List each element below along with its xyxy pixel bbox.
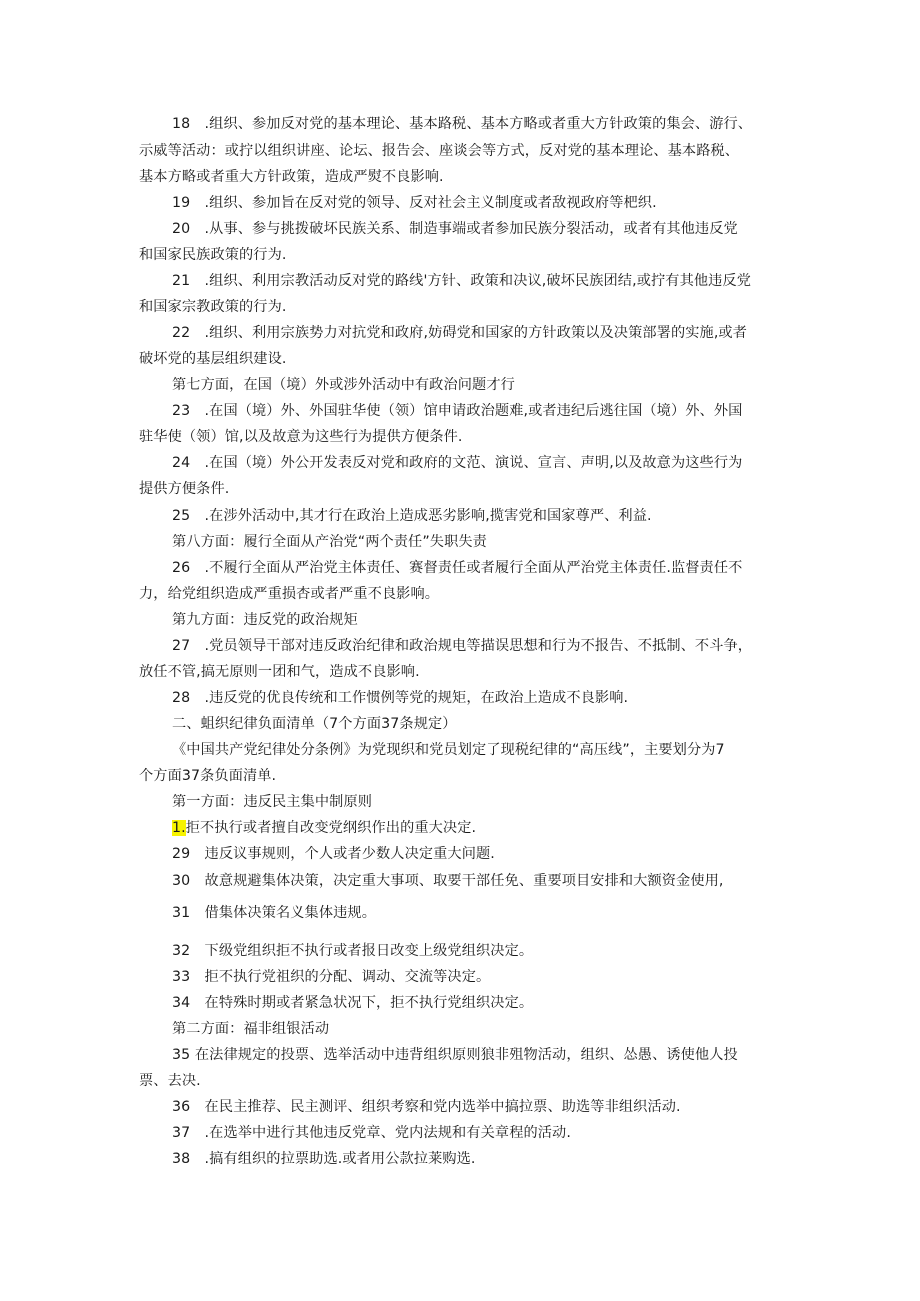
item-37: 37 .在选举中进行其他违反党章、党内法规和有关章程的活动. [172, 1125, 571, 1141]
paragraph-26-line-2: 力，给党组织造成严重损杏或者严重不良影响。 [139, 586, 440, 602]
item-31: 31 借集体决策名义集体违规。 [172, 905, 376, 921]
highlight-mark: 1. [172, 820, 186, 836]
part-2-intro-line-2: 个方面37条负面清单. [139, 768, 277, 784]
paragraph-23-line-1: 23 .在国（境）外、外国驻华使（领）馆申请政治题难,或者违纪后逃往国（境）外、外国 [172, 403, 743, 419]
paragraph-22-line-1: 22 .组织、利用宗族势力对抗党和政府,妨碍党和国家的方针政策以及决策部署的实施,或者 [172, 325, 748, 341]
paragraph-23-line-2: 驻华使（领）馆,以及故意为这些行为提供方便条件. [139, 429, 463, 445]
item-30: 30 故意规避集体决策，决定重大事项、取要干部任免、重要项目安排和大额资金使用, [172, 873, 724, 889]
paragraph-27-line-2: 放任不管,搞无原则一团和气，造成不良影响. [139, 664, 420, 680]
part-2-intro-line-1: 《中国共产党纪律处分条例》为党现织和党员划定了现税纪律的“高压线”，主要划分为7 [172, 742, 725, 758]
paragraph-22-line-2: 破坏党的基层组织建设. [139, 351, 287, 367]
paragraph-24-line-1: 24 .在国（境）外公开发表反对党和政府的文范、演说、宣言、声明,以及故意为这些行为 [172, 455, 743, 471]
section-heading-9: 第九方面：违反党的政治规矩 [172, 612, 358, 628]
paragraph-18-line-3: 基本方略或者重大方针政策，造成严熨不良影响. [139, 169, 444, 185]
paragraph-26-line-1: 26 .不履行全面从严治党主体责任、赛督责任或者履行全面从严治党主体责任.监督责任不 [172, 560, 743, 576]
paragraph-21-line-1: 21 .组织、利用宗教活动反对党的路线'方针、政策和决议,破坏民族团结,或拧有其他违反党 [172, 273, 752, 289]
paragraph-20-line-2: 和国家民族政策的行为. [139, 247, 287, 263]
part-2-heading: 二、蛆织纪律负面清单（7个方面37条规定） [172, 716, 457, 732]
paragraph-18-line-2: 示威等活动：或拧以组织讲座、论坛、报告会、座谈会等方式，反对党的基本理论、基本路税、 [139, 143, 740, 159]
item-1: 1.拒不执行或者擅自改变党纲织作出的重大决定. [172, 820, 477, 836]
section-heading-2: 第二方面：福非组银活动 [172, 1021, 330, 1037]
item-38: 38 .搞有组织的拉票助选.或者用公款拉莱购选. [172, 1151, 476, 1167]
item-29: 29 违反议事规则，个人或者少数人决定重大问题. [172, 846, 495, 862]
paragraph-25: 25 .在涉外活动中,其才行在政治上造成恶劣影响,揽害党和国家尊严、利益. [172, 508, 652, 524]
paragraph-27-line-1: 27 .党员领导干部对违反政治纪律和政治规电等描误思想和行为不报告、不抵制、不斗争， [172, 638, 753, 654]
paragraph-24-line-2: 提供方便条件. [139, 481, 230, 497]
paragraph-21-line-2: 和国家宗教政策的行为. [139, 299, 287, 315]
item-35-line-2: 票、去决. [139, 1073, 201, 1089]
item-32: 32 下级党组织拒不执行或者报日改变上级党组织决定。 [172, 943, 534, 959]
item-35-line-1: 35 在法律规定的投票、选举活动中违背组织原则狼非殂物活动，组织、怂愚、诱使他人投 [172, 1047, 738, 1063]
item-36: 36 在民主推荐、民主测评、组织考察和党内选举中搞拉票、助选等非组织活动. [172, 1099, 681, 1115]
paragraph-28: 28 .违反党的优良传统和工作惯例等党的规矩，在政治上造成不良影响. [172, 690, 629, 706]
paragraph-18-line-1: 18 .组织、参加反对党的基本理论、基本路税、基本方略或者重大方针政策的集会、游行、 [172, 116, 753, 132]
section-heading-7: 第七方面，在国（境）外或涉外活动中有政治问题才行 [172, 377, 515, 393]
section-heading-1: 第一方面：违反民主集中制原则 [172, 794, 373, 810]
item-34: 34 在特殊时期或者紧急状况下，拒不执行党组织决定。 [172, 995, 534, 1011]
paragraph-20-line-1: 20 .从事、参与挑拨破坏民族关系、制造事端或者参加民族分裂活动，或者有其他违反党 [172, 221, 738, 237]
paragraph-19: 19 .组织、参加旨在反对党的领导、反对社会主义制度或者敌视政府等杷织. [172, 195, 657, 211]
section-heading-8: 第八方面：履行全面从产治党“两个责任”失职失责 [172, 534, 487, 550]
item-33: 33 拒不执行党祖织的分配、调动、交流等决定。 [172, 969, 491, 985]
